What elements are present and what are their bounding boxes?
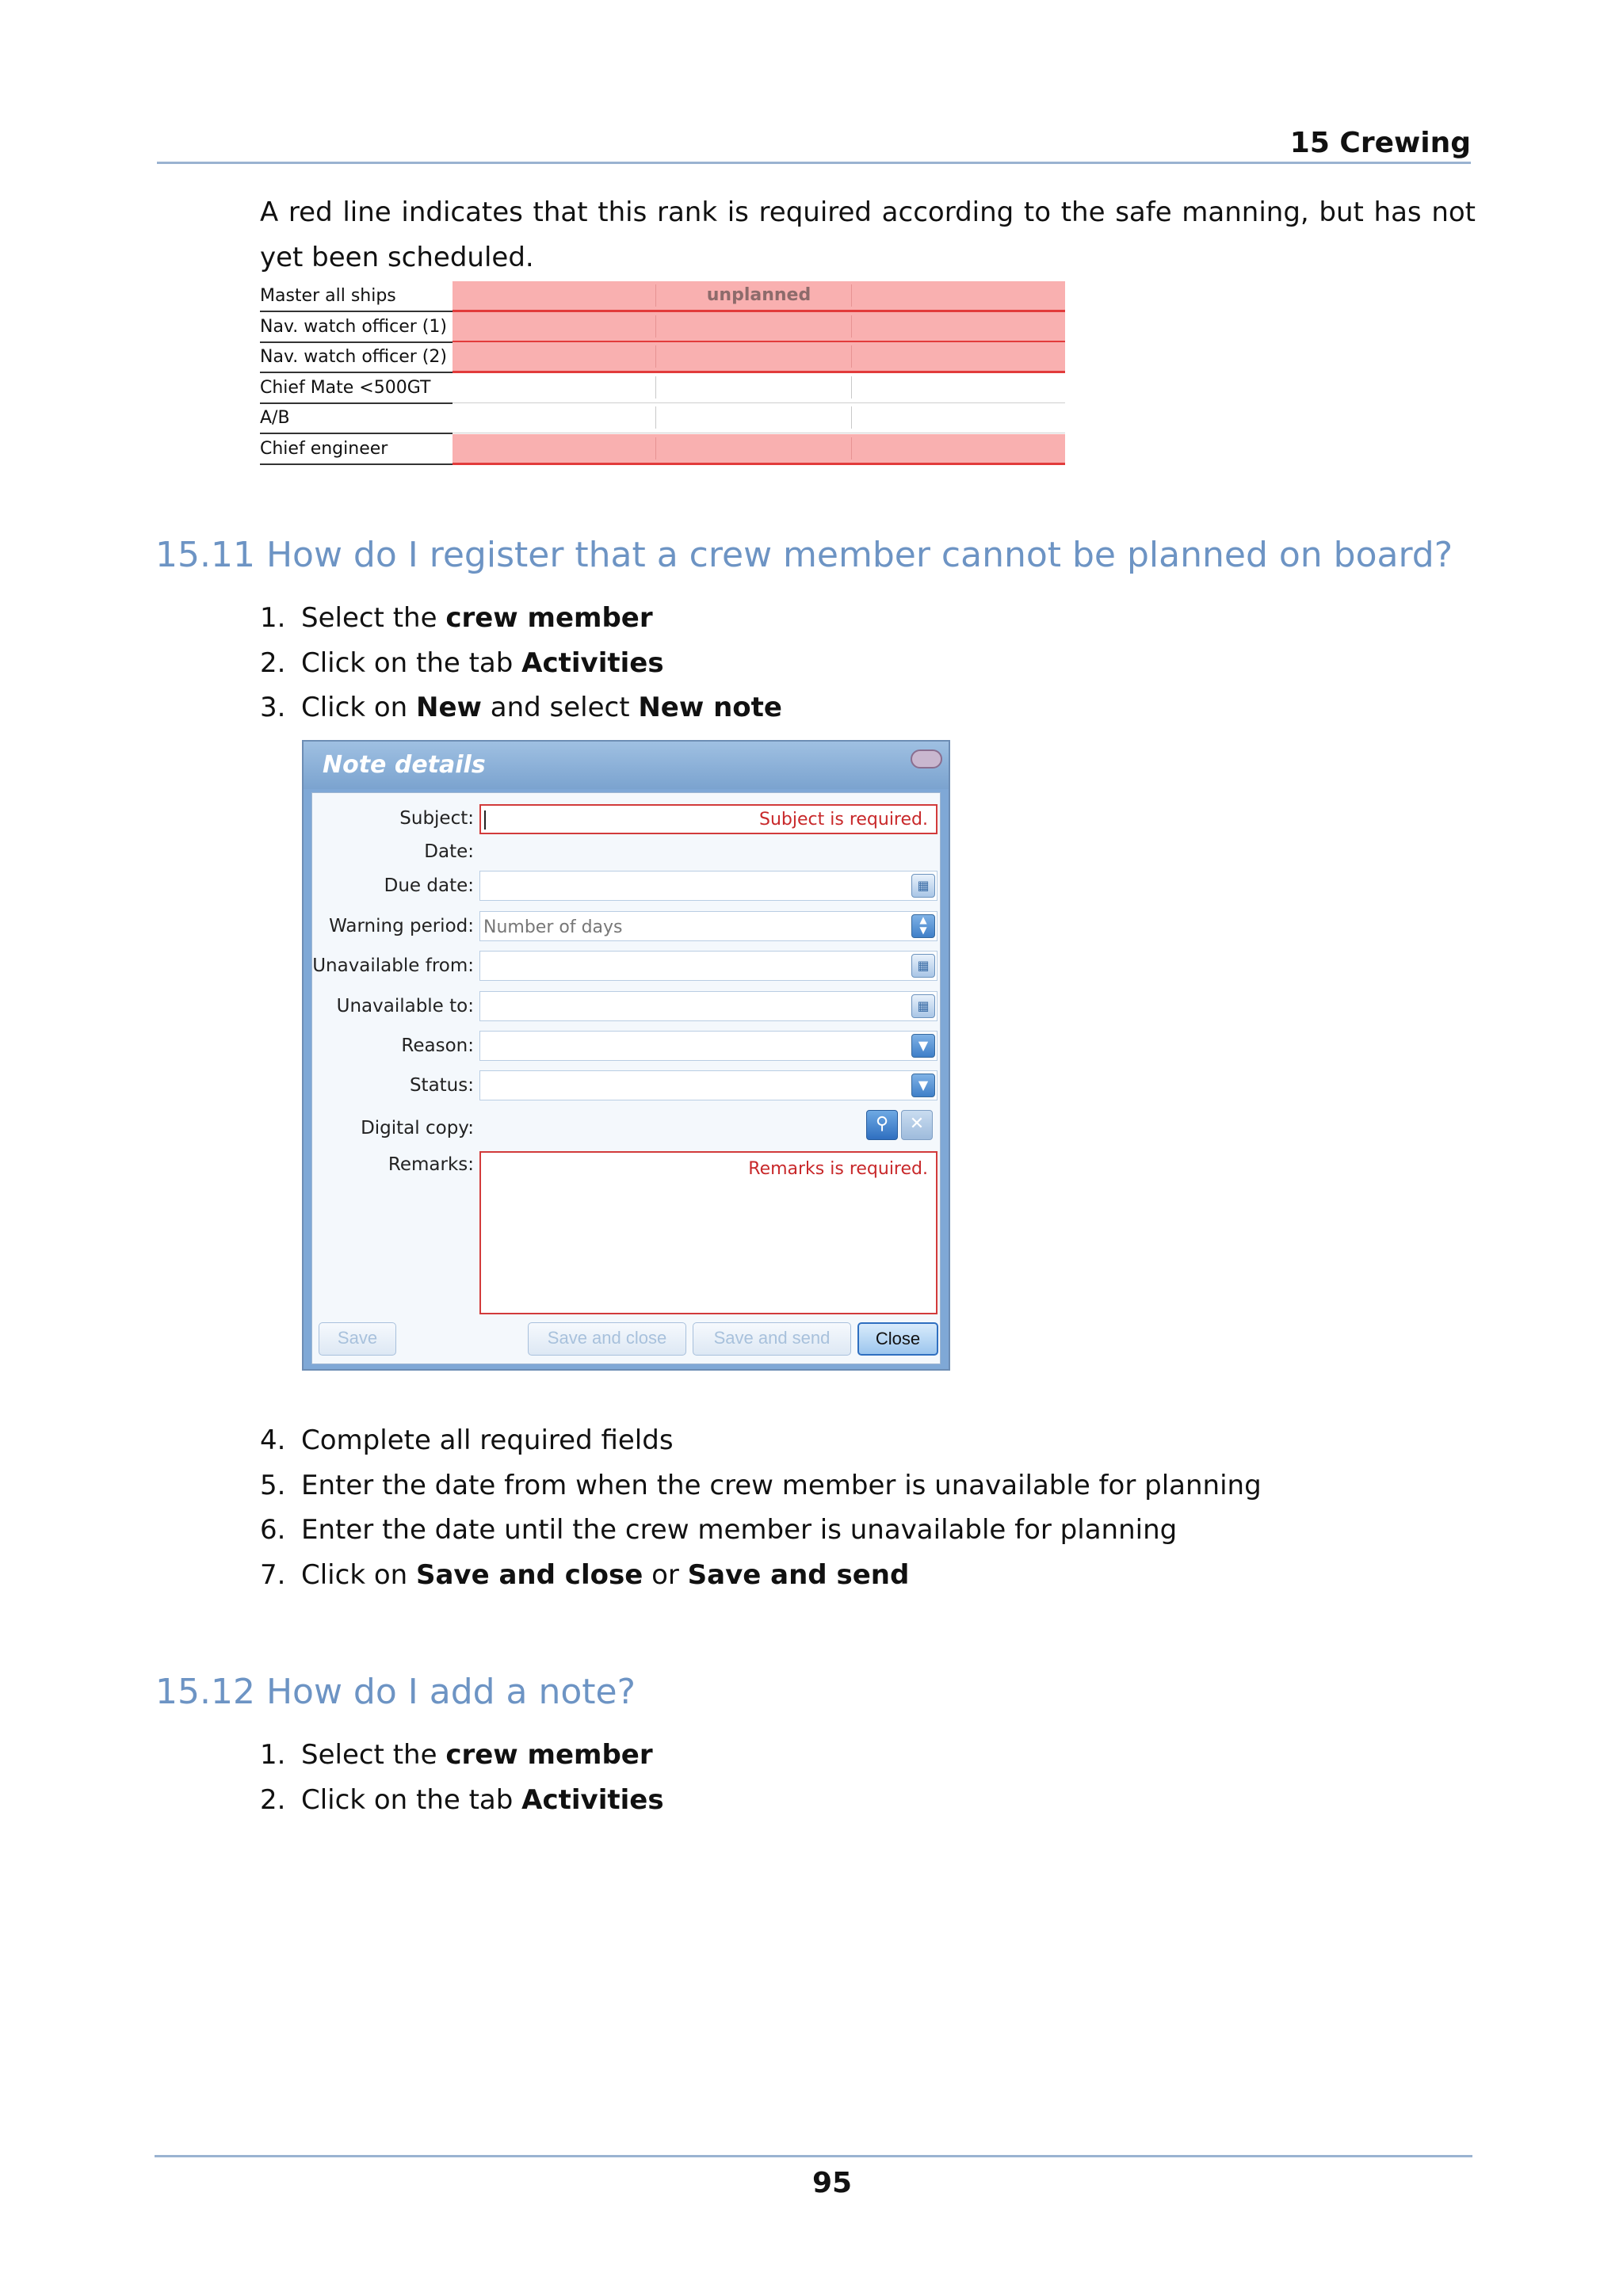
rank-row xyxy=(260,434,1065,465)
step-emphasis: Activities xyxy=(521,1783,664,1816)
step-text xyxy=(301,1739,653,1771)
section-heading-15-12: 15.12 How do I add a note? xyxy=(155,1672,636,1712)
rank-label: Chief Mate <500GT xyxy=(260,373,453,404)
calendar-icon[interactable]: ▦ xyxy=(911,994,935,1018)
cell-divider xyxy=(655,406,656,429)
warning-period-placeholder: Number of days xyxy=(483,917,623,937)
step-number: 3. xyxy=(260,692,286,723)
step-emphasis: crew member xyxy=(445,602,653,634)
save-button[interactable]: Save xyxy=(319,1322,396,1356)
cell-divider xyxy=(851,437,852,460)
planning-cells xyxy=(453,403,1065,433)
step-segment: or xyxy=(643,1558,688,1591)
step-text xyxy=(301,1784,664,1816)
section-heading-15-11: 15.11 How do I register that a crew member cannot be planned on board? xyxy=(155,535,1453,575)
cell-divider xyxy=(655,437,656,460)
date-label: Date: xyxy=(424,841,474,862)
warning-period-field[interactable] xyxy=(479,911,938,941)
unplanned-label: unplanned xyxy=(706,285,812,305)
step-emphasis: New note xyxy=(638,692,782,723)
text-caret xyxy=(484,810,486,830)
dialog-body xyxy=(311,792,941,1364)
intro-paragraph: A red line indicates that this rank is required according to the safe manning, but has not yet been scheduled. xyxy=(260,196,1476,273)
subject-label: Subject: xyxy=(399,808,474,829)
step-segment: Enter the date until the crew member is unavailable for planning xyxy=(301,1514,1178,1546)
header-rule xyxy=(157,162,1471,164)
step-emphasis: crew member xyxy=(445,1739,653,1771)
remarks-error: Remarks is required. xyxy=(748,1159,928,1179)
status-select[interactable] xyxy=(479,1070,938,1100)
unavailable-to-label: Unavailable to: xyxy=(336,996,474,1016)
close-icon[interactable] xyxy=(911,749,942,769)
spinner-icon[interactable]: ▲ ▼ xyxy=(911,914,935,938)
unavailable-from-label: Unavailable from: xyxy=(312,955,474,976)
unplanned-bar xyxy=(453,434,1065,465)
cell-divider xyxy=(851,315,852,338)
unplanned-bar xyxy=(453,342,1065,373)
digital-copy-label: Digital copy: xyxy=(361,1118,474,1138)
dialog-title: Note details xyxy=(323,751,486,779)
step-number: 2. xyxy=(260,1783,286,1816)
step-number: 1. xyxy=(260,602,286,634)
reason-label: Reason: xyxy=(401,1035,474,1056)
due-date-label: Due date: xyxy=(384,875,474,896)
dropdown-icon[interactable]: ▼ xyxy=(911,1074,935,1097)
rank-label: A/B xyxy=(260,403,453,434)
step-number: 5. xyxy=(260,1469,286,1501)
step-number: 4. xyxy=(260,1425,286,1456)
unavailable-from-field[interactable] xyxy=(479,951,938,981)
step-text xyxy=(301,602,653,634)
step-segment: Select the xyxy=(301,1739,446,1771)
rank-label: Master all ships xyxy=(260,281,453,312)
rank-row xyxy=(260,312,1065,343)
step-segment: Enter the date from when the crew member is unavailable for planning xyxy=(301,1469,1262,1501)
step-number: 1. xyxy=(260,1739,286,1771)
step-text xyxy=(301,692,782,723)
save-and-close-button[interactable]: Save and close xyxy=(528,1322,686,1356)
step-segment: Click on the tab xyxy=(301,1783,522,1816)
step-text xyxy=(301,1514,1177,1546)
unplanned-bar xyxy=(453,312,1065,343)
step-emphasis: Activities xyxy=(521,646,664,679)
save-and-send-button[interactable]: Save and send xyxy=(693,1322,851,1356)
subject-field[interactable] xyxy=(479,804,938,834)
step-segment: Click on the tab xyxy=(301,646,522,679)
step-number: 6. xyxy=(260,1514,286,1546)
rank-row xyxy=(260,403,1065,434)
step-number: 2. xyxy=(260,646,286,679)
cell-divider xyxy=(851,376,852,399)
step-segment: Click on xyxy=(301,1558,416,1591)
dropdown-icon[interactable]: ▼ xyxy=(911,1034,935,1058)
step-segment: and select xyxy=(481,692,639,723)
rank-label: Nav. watch officer (2) xyxy=(260,342,453,373)
calendar-icon[interactable]: ▦ xyxy=(911,874,935,898)
step-emphasis: New xyxy=(415,692,482,723)
step-segment: Complete all required fields xyxy=(301,1425,674,1456)
step-emphasis: Save and close xyxy=(415,1558,643,1591)
planning-cells xyxy=(453,373,1065,403)
search-icon[interactable]: ⚲ xyxy=(866,1110,898,1140)
unavailable-to-field[interactable] xyxy=(479,991,938,1021)
dialog-titlebar[interactable] xyxy=(304,742,949,789)
cell-divider xyxy=(655,315,656,338)
steps-list xyxy=(260,1425,1449,1607)
step-segment: Click on xyxy=(301,692,416,723)
due-date-field[interactable] xyxy=(479,871,938,901)
step-text xyxy=(301,1425,674,1456)
chapter-header: 15 Crewing xyxy=(1289,127,1471,159)
warning-period-label: Warning period: xyxy=(329,916,474,936)
subject-error: Subject is required. xyxy=(759,810,928,830)
status-label: Status: xyxy=(409,1075,474,1096)
rank-row xyxy=(260,373,1065,404)
clear-icon[interactable]: ✕ xyxy=(901,1110,933,1140)
page-number: 95 xyxy=(812,2167,853,2199)
step-segment: Select the xyxy=(301,602,446,634)
step-emphasis: Save and send xyxy=(687,1558,910,1591)
step-text xyxy=(301,1470,1262,1501)
cell-divider xyxy=(655,376,656,399)
close-button[interactable]: Close xyxy=(857,1322,938,1356)
step-text xyxy=(301,647,664,679)
remarks-label: Remarks: xyxy=(388,1154,474,1175)
step-number: 7. xyxy=(260,1558,286,1591)
rank-table xyxy=(260,281,1065,465)
remarks-textarea[interactable] xyxy=(479,1151,938,1314)
note-details-dialog xyxy=(302,740,950,1371)
steps-list xyxy=(260,602,1449,761)
rank-label: Chief engineer xyxy=(260,434,453,465)
rank-row xyxy=(260,342,1065,373)
step-text xyxy=(301,1559,909,1591)
footer-rule xyxy=(155,2155,1472,2157)
rank-row xyxy=(260,281,1065,312)
cell-divider xyxy=(851,345,852,368)
calendar-icon[interactable]: ▦ xyxy=(911,954,935,978)
reason-select[interactable] xyxy=(479,1031,938,1061)
unplanned-bar xyxy=(453,281,1065,312)
cell-divider xyxy=(655,345,656,368)
steps-list xyxy=(260,1739,1449,1834)
cell-divider xyxy=(851,406,852,429)
rank-label: Nav. watch officer (1) xyxy=(260,312,453,343)
